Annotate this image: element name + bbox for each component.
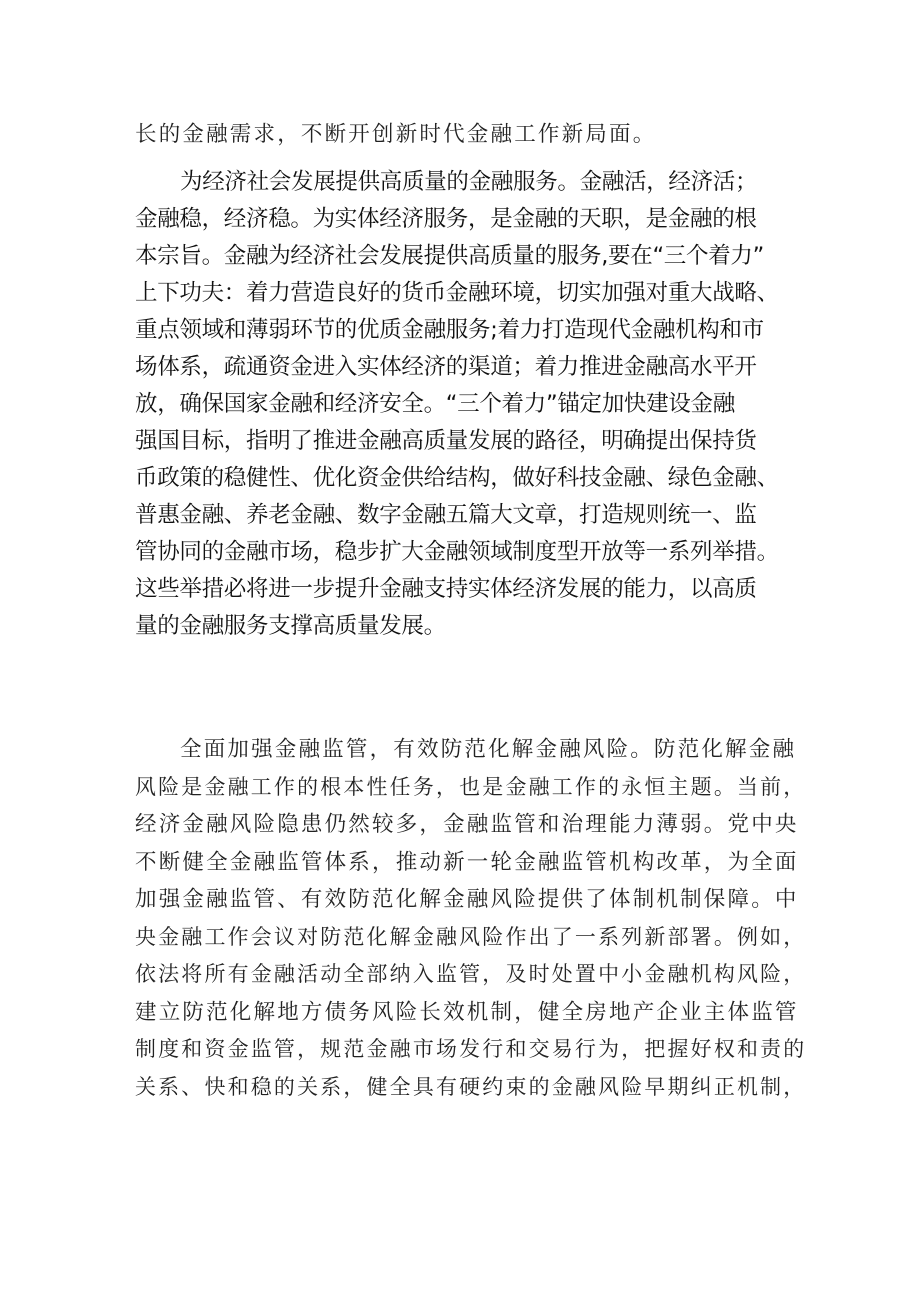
text-line: 放，确保国家金融和经济安全。“三个着力”锚定加快建设金融	[135, 391, 735, 417]
text-line: 强国目标，指明了推进金融高质量发展的路径，明确提出保持货	[135, 428, 757, 454]
text-line: 制度和资金监管，规范金融市场发行和交易行为，把握好权和责的	[135, 1037, 807, 1061]
text-line: 关系、快和稳的关系，健全具有硬约束的金融风险早期纠正机制，	[135, 1074, 807, 1099]
text-line: 央金融工作会议对防范化解金融风险作出了一系列新部署。例如，	[135, 924, 807, 949]
text-line: 加强金融监管、有效防范化解金融风险提供了体制机制保障。中	[135, 887, 799, 912]
text-line: 重点领域和薄弱环节的优质金融服务;着力打造现代金融机构和市	[135, 317, 764, 343]
text-line: 建立防范化解地方债务风险长效机制，健全房地产企业主体监管	[135, 999, 799, 1025]
text-line: 不断健全金融监管体系，推动新一轮金融监管机构改革，为全面	[135, 849, 799, 875]
text-line: 上下功夫：着力营造良好的货币金融环境，切实加强对重大战略、	[135, 280, 779, 306]
text-line: 为经济社会发展提供高质量的金融服务。金融活，经济活；	[180, 169, 758, 195]
text-line: 量的金融服务支撑高质量发展。	[135, 613, 446, 639]
text-line: 风险是金融工作的根本性任务，也是金融工作的永恒主题。当前，	[135, 774, 807, 799]
text-line: 币政策的稳健性、优化资金供给结构，做好科技金融、绿色金融、	[135, 465, 779, 491]
text-line: 经济金融风险隐患仍然较多，金融监管和治理能力薄弱。党中央	[135, 812, 799, 837]
text-line: 全面加强金融监管，有效防范化解金融风险。防范化解金融	[180, 737, 797, 762]
text-line: 长的金融需求，不断开创新时代金融工作新局面。	[135, 122, 657, 147]
text-line: 场体系，疏通资金进入实体经济的渠道；着力推进金融高水平开	[135, 354, 757, 380]
paragraph-3	[135, 731, 805, 1106]
paragraph-1	[135, 116, 805, 154]
text-line: 依法将所有金融活动全部纳入监管，及时处置中小金融机构风险，	[135, 962, 807, 986]
paragraph-2	[135, 164, 805, 645]
text-line: 这些举措必将进一步提升金融支持实体经济发展的能力，以高质	[135, 576, 757, 602]
text-line: 管协同的金融市场，稳步扩大金融领域制度型开放等一系列举措。	[135, 539, 779, 565]
text-line: 金融稳，经济稳。为实体经济服务，是金融的天职，是金融的根	[135, 206, 757, 232]
text-line: 普惠金融、养老金融、数字金融五篇大文章，打造规则统一、监	[135, 502, 757, 528]
text-line: 本宗旨。金融为经济社会发展提供高质量的服务,要在“三个着力”	[135, 243, 764, 269]
